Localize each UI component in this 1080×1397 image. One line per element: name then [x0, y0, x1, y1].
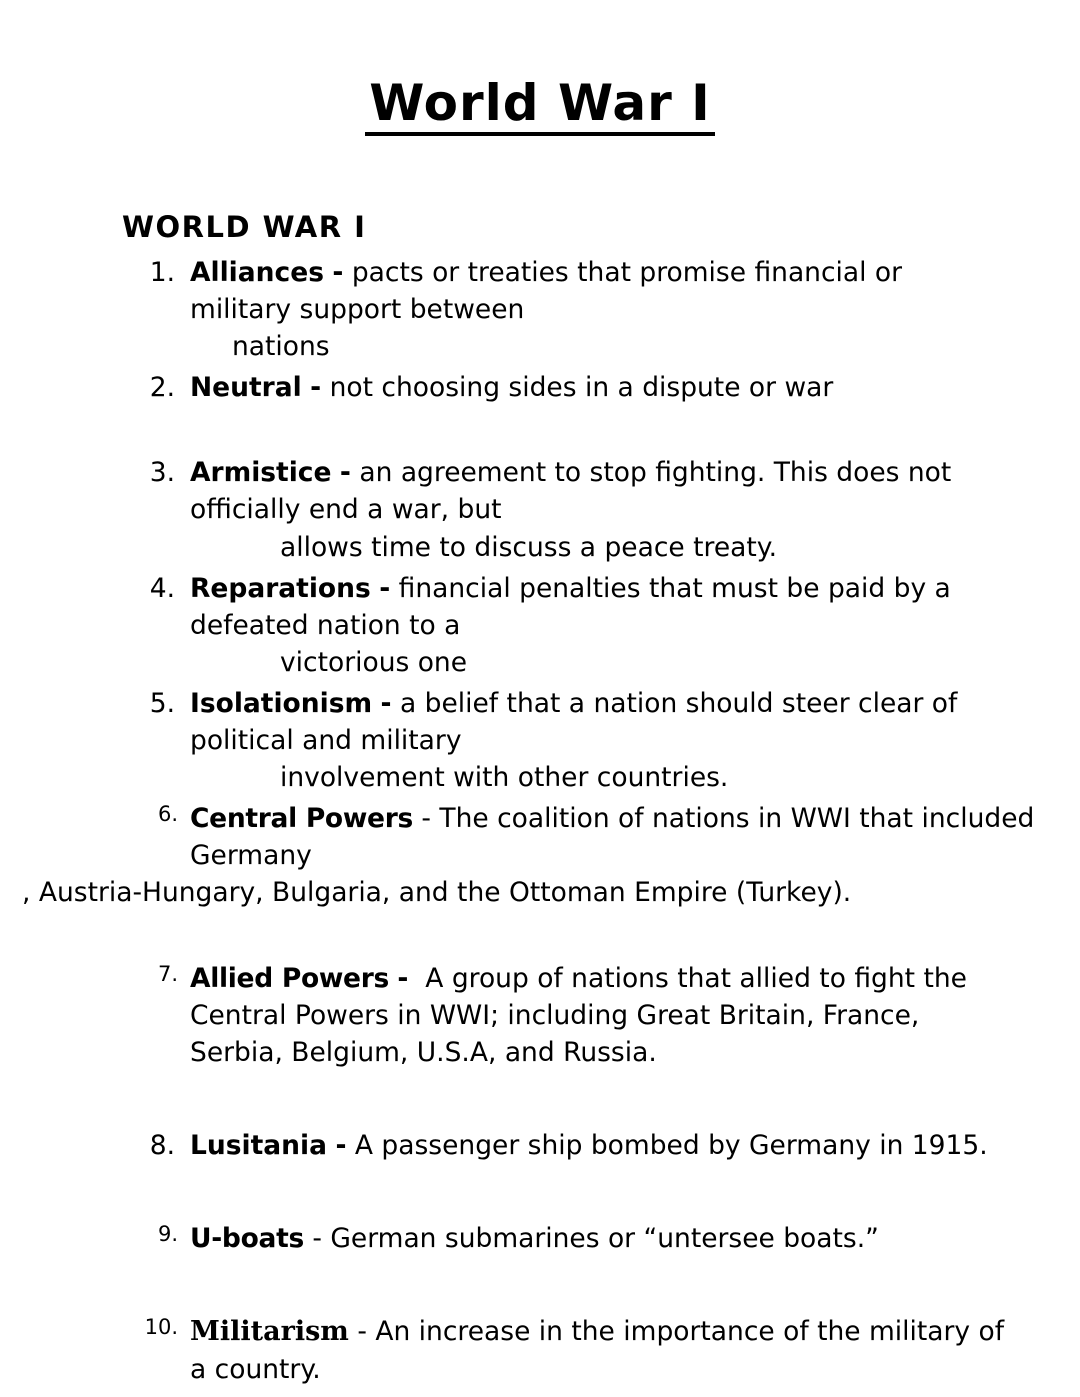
term-definition-line: involvement with other countries. [280, 762, 729, 794]
vocabulary-term: Allied Powers [190, 962, 389, 994]
section-heading: WORLD WAR I [122, 210, 367, 244]
term-definition-line: victorious one [280, 646, 468, 678]
term-dash: - [379, 572, 391, 604]
paragraph-spacer [0, 406, 1080, 450]
term-definition-line: A group of nations that allied to fight the [425, 962, 967, 994]
list-item [0, 800, 1080, 911]
vocabulary-term: Alliances [190, 257, 324, 288]
term-definition-line: German submarines or “untersee boats.” [330, 1222, 879, 1254]
list-item [0, 454, 1080, 565]
term-definition-line: Serbia, Belgium, U.S.A, and Russia. [190, 1036, 657, 1068]
term-definition-line: military support between [190, 294, 525, 326]
list-item-number: 7. [157, 961, 178, 986]
term-definition-line: an agreement to stop fighting. This does not [359, 457, 952, 489]
list-item [0, 570, 1080, 681]
list-item-number: 3. [149, 457, 175, 489]
vocabulary-term: Reparations [190, 572, 371, 604]
term-dash: - [312, 1222, 322, 1254]
list-item-number: 9. [157, 1221, 178, 1246]
vocabulary-term: Lusitania [190, 1129, 327, 1161]
page-title-text: World War I [365, 78, 715, 136]
term-definition-line: not choosing sides in a dispute or war [329, 372, 834, 404]
vocabulary-list [0, 254, 1080, 1388]
vocabulary-term: Isolationism [190, 687, 373, 719]
term-definition-line [417, 963, 425, 994]
list-item [0, 685, 1080, 796]
term-dash: - [310, 372, 322, 404]
term-definition-line: nations [232, 331, 330, 363]
list-item [0, 254, 1080, 365]
paragraph-spacer [0, 912, 1080, 956]
vocabulary-term: Neutral [190, 372, 302, 404]
list-item-number: 4. [149, 572, 175, 604]
term-definition-line: political and military [190, 725, 462, 757]
list-item-number: 5. [149, 687, 175, 719]
term-definition-line: The coalition of nations in WWI that included [439, 803, 1035, 835]
list-item-number: 8. [149, 1129, 175, 1161]
list-item [0, 1313, 1080, 1388]
list-item-number: 1. [149, 257, 175, 288]
term-definition-line: Germany [190, 840, 312, 872]
paragraph-spacer [0, 1071, 1080, 1123]
term-definition-line: officially end a war, but [190, 494, 502, 526]
term-definition-line: a belief that a nation should steer clear of [399, 687, 958, 719]
list-item-number: 2. [149, 372, 175, 404]
vocabulary-term: Armistice [190, 457, 332, 489]
term-dash: - [380, 687, 392, 719]
list-item [0, 1220, 1080, 1257]
term-definition-line: defeated nation to a [190, 609, 461, 641]
term-definition-line: Central Powers in WWI; including Great Britain, France, [190, 999, 920, 1031]
term-dash: - [335, 1129, 347, 1161]
paragraph-spacer [0, 1164, 1080, 1216]
list-item-number: 10. [144, 1314, 178, 1339]
term-definition-line: , Austria-Hungary, Bulgaria, and the Ottoman Empire (Turkey). [22, 877, 852, 909]
list-item [0, 960, 1080, 1071]
list-item [0, 1127, 1080, 1164]
vocabulary-term: Central Powers [190, 803, 413, 835]
vocabulary-term: Militarism [190, 1315, 349, 1347]
term-dash: - [357, 1315, 367, 1347]
term-dash: - [332, 257, 344, 288]
term-definition-line: An increase in the importance of the military of [375, 1315, 1005, 1347]
vocabulary-term: U-boats [190, 1222, 304, 1254]
list-item [0, 369, 1080, 406]
term-definition-line: allows time to discuss a peace treaty. [280, 531, 778, 563]
term-definition-line: a country. [190, 1353, 321, 1385]
term-dash: - [397, 962, 409, 994]
list-item-number: 6. [157, 802, 178, 827]
term-dash: - [421, 803, 431, 835]
term-definition-line: pacts or treaties that promise financial or [351, 257, 903, 288]
page-title [0, 0, 1080, 136]
term-dash: - [339, 457, 351, 489]
term-definition-line: financial penalties that must be paid by a [398, 572, 951, 604]
paragraph-spacer [0, 1257, 1080, 1309]
term-definition-line: A passenger ship bombed by Germany in 1915. [354, 1129, 988, 1161]
